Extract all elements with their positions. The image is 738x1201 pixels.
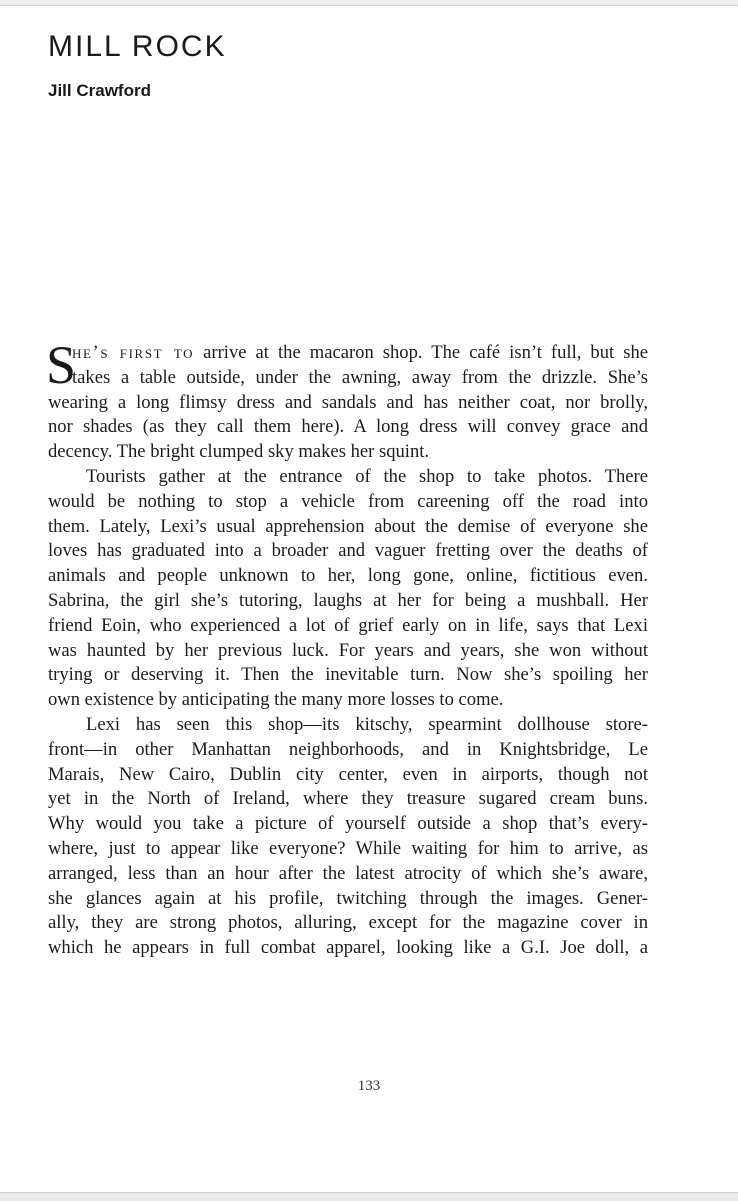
story-line: them. Lately, Lexi’s usual apprehension about the demise of everyone she	[48, 515, 648, 537]
story-line: Tourists gather at the entrance of the shop to take photos. There	[86, 465, 648, 487]
story-line: trying or deserving it. Then the inevitable turn. Now she’s spoiling her	[48, 664, 648, 686]
drop-cap: S	[46, 335, 77, 395]
story-line: loves has graduated into a broader and vaguer fretting over the deaths of	[48, 540, 648, 562]
story-line: animals and people unknown to her, long gone, online, fictitious even.	[48, 565, 648, 587]
opening-text: arrive at the macaron shop. The café isn’t full, but she	[194, 342, 649, 363]
story-line: Lexi has seen this shop—its kitschy, spearmint dollhouse store-	[86, 713, 648, 735]
story-body	[46, 335, 649, 961]
story-line: Why would you take a picture of yourself outside a shop that’s every-	[48, 813, 648, 835]
story-line: front—in other Manhattan neighborhoods, and in Knightsbridge, Le	[48, 738, 648, 760]
story-line: Sabrina, the girl she’s tutoring, laughs at her for being a mushball. Her	[48, 589, 648, 611]
story-line: which he appears in full combat apparel, looking like a G.I. Joe doll, a	[48, 937, 648, 959]
story-line: nor shades (as they call them here). A long dress will convey grace and	[48, 416, 648, 438]
top-border	[0, 0, 738, 6]
author-name: Jill Crawford	[48, 81, 151, 100]
story-line: own existence by anticipating the many more losses to come.	[48, 689, 504, 711]
story-line: ally, they are strong photos, alluring, except for the magazine cover in	[48, 912, 648, 934]
story-line	[48, 341, 648, 366]
story-line: arranged, less than an hour after the latest atrocity of which she’s aware,	[48, 862, 648, 884]
story-line: Marais, New Cairo, Dublin city center, even in airports, though not	[48, 763, 648, 785]
story-line: takes a table outside, under the awning, away from the drizzle. She’s	[72, 366, 648, 388]
story-line: friend Eoin, who experienced a lot of grief early on in life, says that Lexi	[48, 614, 648, 636]
story-line: she glances again at his profile, twitching through the images. Gener-	[48, 887, 648, 909]
story-line: was haunted by her previous luck. For years and years, she won without	[48, 639, 648, 661]
page-number: 133	[357, 1078, 381, 1094]
story-line: decency. The bright clumped sky makes her squint.	[48, 441, 430, 463]
story-line: wearing a long flimsy dress and sandals and has neither coat, nor brolly,	[48, 391, 648, 413]
story-line: where, just to appear like everyone? While waiting for him to arrive, as	[48, 837, 648, 859]
story-line: yet in the North of Ireland, where they treasure sugared cream buns.	[48, 788, 648, 810]
story-line: would be nothing to stop a vehicle from careening off the road into	[48, 490, 648, 512]
opening-small-caps: he’s first to	[72, 342, 195, 363]
story-title: MILL ROCK	[48, 30, 227, 63]
